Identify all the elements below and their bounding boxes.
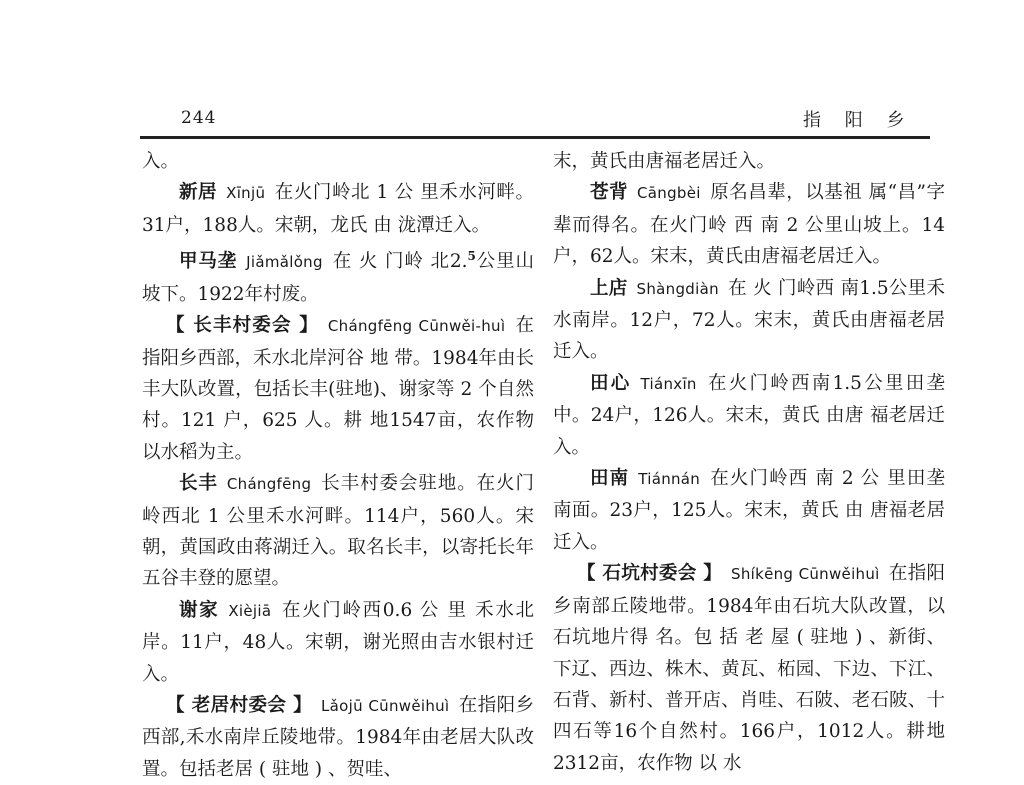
entry-text: 在指阳乡西部，禾水北岸河谷 地 带。1984年由长丰大队改置，包括长丰(驻地)、谢家等 2 个自然 村。121 户，625 人。耕 地1547亩，农作物以水稻为主。 [142,315,534,463]
entry-pinyin: Tiánxīn [640,374,697,393]
entry-text: 在火门岭西南1.5公里田垄中。24户，126人。宋末，黄氏 由唐 福老居迁入。 [553,372,945,458]
entry-xinju [142,177,534,241]
entry-laoju-committee [142,690,534,785]
entry-pinyin: Shàngdiàn [636,279,719,298]
entry-cangbei [553,177,945,272]
entry-text: 原名昌辈，以基祖 属“昌”字辈而得名。在火门岭 西 南 2 公里山坡上。14户，62人。宋末，黄氏由唐福老居迁入。 [553,182,945,268]
entry-shikeng-committee [553,558,945,779]
entry-term: 甲马垄 [179,251,238,273]
entry-pinyin: Xièjiā [228,601,272,620]
entry-pinyin: Chángfēng Cūnwěi-huì [327,317,506,336]
entry-text: 在指阳乡南部丘陵地带。1984年由石坑大队改置，以石坑地片得 名。包 括 老 屋 ( 驻地 ) 、新街、下辽、西边、株木、黄瓦、柘园、下边、下江、石背、新村、普开店、肖哇、石陂、老石陂、十四石等16个自然村。166户，1012人。耕地2312亩，农作物 以 水 [553,563,945,774]
entry-term: 苍背 [590,182,628,204]
entry-pinyin: Lǎojū Cūnwěihuì [321,697,450,716]
entry-pinyin: Tiánnán [638,470,701,489]
entry-continuation: 末，黄氏由唐福老居迁入。 [553,151,776,172]
page-number: 244 [181,108,217,128]
entry-text: 公里山坡下。1922年村废。 [142,251,534,305]
entry-text: 在 火 门岭西 南1.5公里禾水南岸。12户，72人。宋末，黄氏由唐福老居迁入。 [553,277,945,363]
entry-xiejia [142,595,534,690]
entry-term: 长丰 [179,473,218,495]
entry-pinyin: Xīnjū [226,184,266,203]
running-head: 指 阳 乡 [803,110,914,131]
entry-text: 在指阳乡西部,禾水南岸丘陵地带。1984年由老居大队改置。包括老居 ( 驻地 ) 、贺哇、 [142,695,534,780]
entry-term: 【 老居村委会 】 [166,695,312,717]
entry-changfeng-committee [142,310,534,468]
entry-text: 在火门岭北 1 公 里禾水河畔。31户，188人。宋朝，龙氏 由 泷潭迁入。 [142,182,534,236]
entry-term: 田南 [590,468,630,490]
entry-pinyin: Jiǎmǎlǒng [246,253,323,272]
superscript-digit: 5 [467,249,476,264]
entry-term: 田心 [590,372,632,394]
entry-term: 谢家 [179,599,220,621]
entry-changfeng [142,468,534,595]
right-column [553,146,945,779]
entry-term: 【 长丰村委会 】 [166,315,319,337]
entry-pinyin: Chángfēng [226,475,312,494]
entry-text: 在火门岭西0.6 公 里 禾水北岸。11户，48人。宋朝，谢光照由吉水银村迁入。 [142,599,534,685]
entry-text: 在 火 门岭 北2. [331,251,468,273]
entry-pinyin: Shíkēng Cūnwěihuì [731,565,880,584]
entry-text: 在火门岭西 南 2 公 里田垄南面。23户，125人。宋末，黄氏 由 唐福老居迁入。 [553,468,945,553]
entry-term: 上店 [590,277,628,299]
entry-tianxin [553,368,945,463]
entry-jiamalong [142,241,534,310]
entry-term: 【 石坑村委会 】 [577,563,722,585]
entry-tiannan [553,463,945,558]
entry-pinyin: Cāngbèi [637,184,701,203]
entry-text: 长丰村委会驻地。在火门岭西北 1 公里禾水河畔。114户，560人。宋朝，黄国政由蒋湖迁入。取名长丰，以寄托长年五谷丰登的愿望。 [142,473,534,590]
left-column [142,146,534,785]
header-rule [140,136,930,139]
entry-term: 新居 [179,182,218,204]
entry-continuation: 入。 [142,151,180,172]
entry-shangdian [553,273,945,368]
